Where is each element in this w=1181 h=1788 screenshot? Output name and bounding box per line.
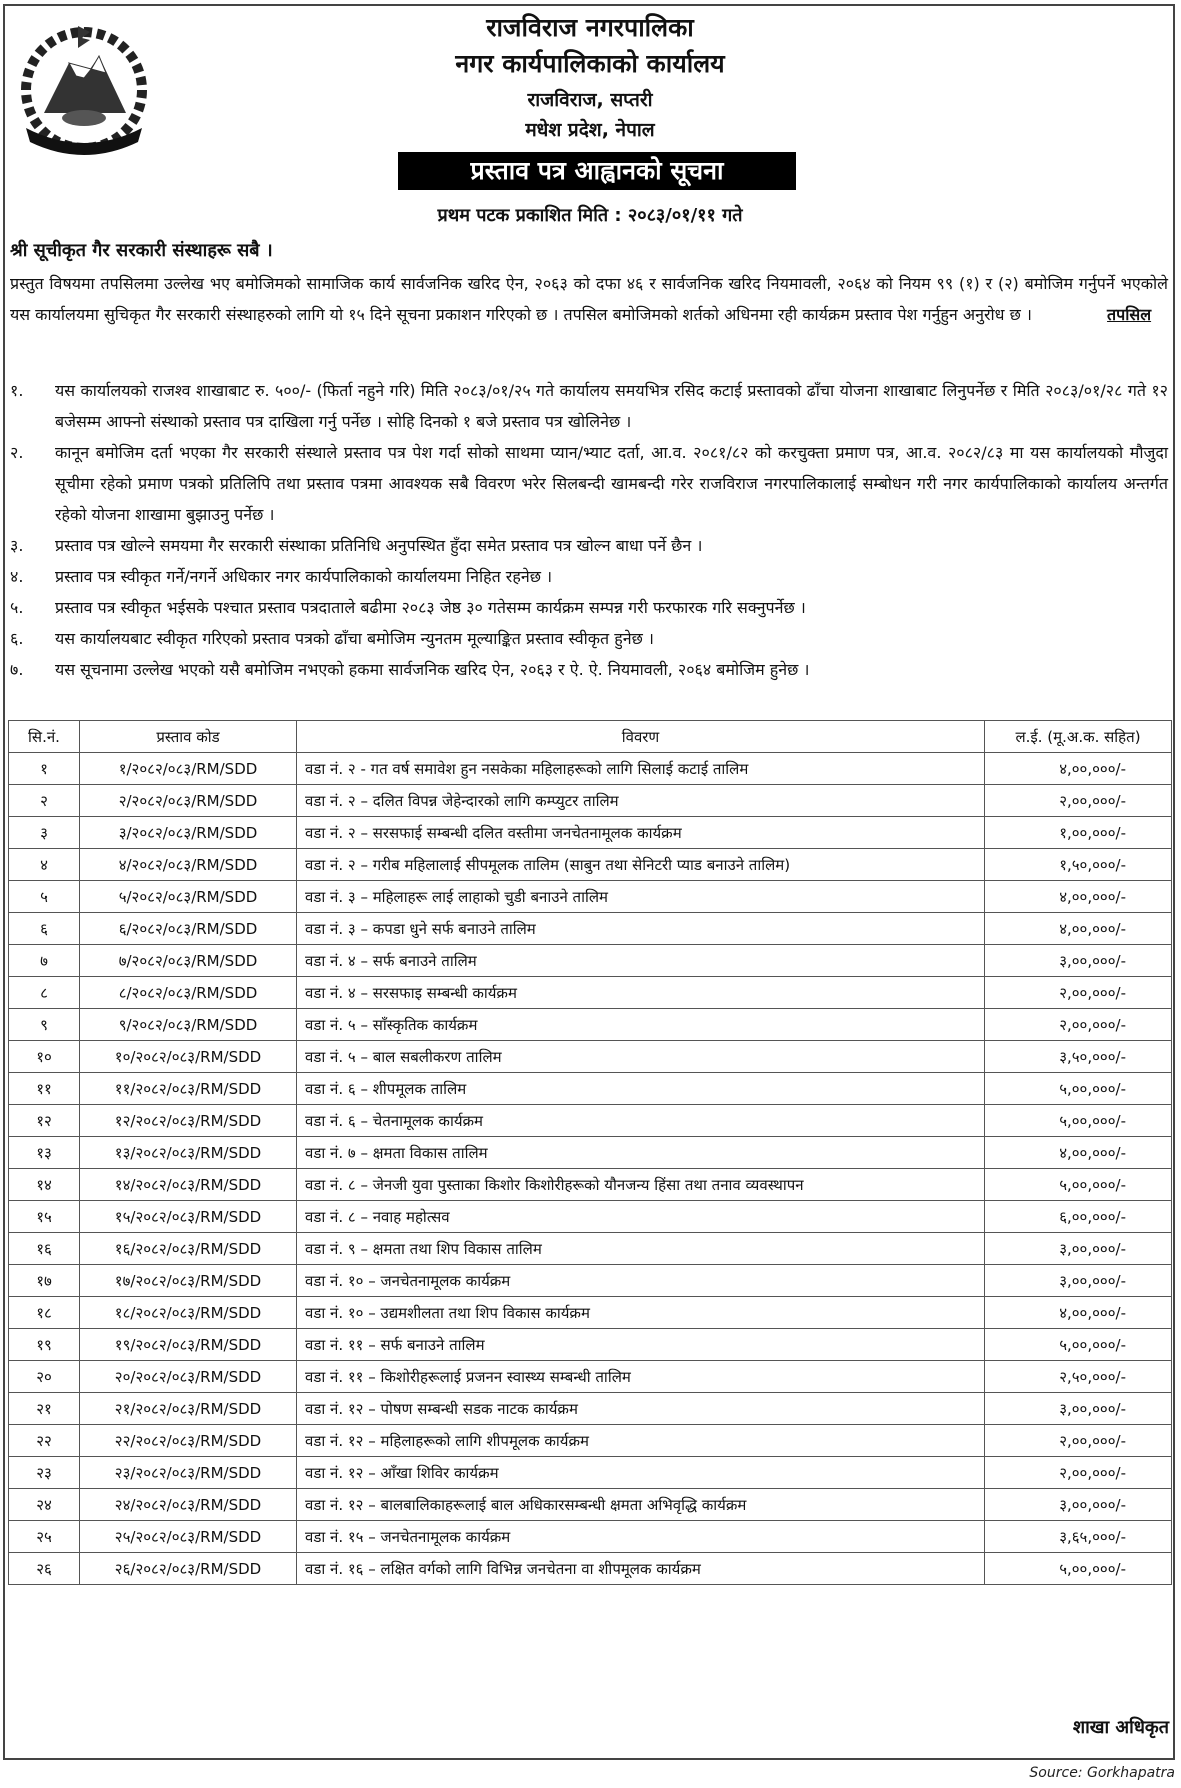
- table-row: [9, 1169, 1172, 1201]
- code-cell: १/२०८२/०८३/RM/SDD: [80, 753, 297, 785]
- serial-cell: १८: [9, 1297, 80, 1329]
- description-cell: वडा नं. २ – सरसफाई सम्बन्धी दलित वस्तीमा जनचेतनामूलक कार्यक्रम: [297, 817, 985, 849]
- code-cell: २६/२०८२/०८३/RM/SDD: [80, 1553, 297, 1585]
- serial-cell: १७: [9, 1265, 80, 1297]
- notice-title: प्रस्ताव पत्र आह्वानको सूचना: [398, 152, 796, 190]
- table-row: [9, 1329, 1172, 1361]
- serial-cell: ११: [9, 1073, 80, 1105]
- description-cell: वडा नं. १२ – बालबालिकाहरूलाई बाल अधिकारसम्बन्धी क्षमता अभिवृद्धि कार्यक्रम: [297, 1489, 985, 1521]
- description-cell: वडा नं. १० – उद्यमशीलता तथा शिप विकास कार्यक्रम: [297, 1297, 985, 1329]
- proposal-table: [8, 720, 1172, 1585]
- code-cell: १४/२०८२/०८३/RM/SDD: [80, 1169, 297, 1201]
- serial-cell: ९: [9, 1009, 80, 1041]
- serial-cell: २: [9, 785, 80, 817]
- code-cell: २४/२०८२/०८३/RM/SDD: [80, 1489, 297, 1521]
- condition-item: [10, 530, 1168, 561]
- code-cell: ६/२०८२/०८३/RM/SDD: [80, 913, 297, 945]
- col-description: विवरण: [297, 721, 985, 753]
- condition-item: [10, 437, 1168, 530]
- nepal-government-emblem-icon: [14, 18, 154, 163]
- description-cell: वडा नं. ५ – बाल सबलीकरण तालिम: [297, 1041, 985, 1073]
- description-cell: वडा नं. ८ – जेनजी युवा पुस्ताका किशोर किशोरीहरूको यौनजन्य हिंसा तथा तनाव व्यवस्थापन: [297, 1169, 985, 1201]
- table-row: [9, 1297, 1172, 1329]
- table-row: [9, 1457, 1172, 1489]
- table-row: [9, 785, 1172, 817]
- condition-text: प्रस्ताव पत्र स्वीकृत गर्ने/नगर्ने अधिकार नगर कार्यपालिकाको कार्यालयमा निहित रहनेछ ।: [55, 567, 553, 586]
- description-cell: वडा नं. ८ – नवाह महोत्सव: [297, 1201, 985, 1233]
- serial-cell: १०: [9, 1041, 80, 1073]
- code-cell: १०/२०८२/०८३/RM/SDD: [80, 1041, 297, 1073]
- description-cell: वडा नं. ३ – महिलाहरू लाई लाहाको चुडी बनाउने तालिम: [297, 881, 985, 913]
- table-row: [9, 1137, 1172, 1169]
- estimate-cell: ३,००,०००/-: [985, 945, 1172, 977]
- intro-text: प्रस्तुत विषयमा तपसिलमा उल्लेख भए बमोजिमको सामाजिक कार्य सार्वजनिक खरिद ऐन, २०६३ को दफा ४६ र सार्वजनिक खरिद नियमावली, २०६४ को नियम ९९ (१) र (२) बमोजिम गर्नुपर्ने भएकोले यस कार्यालयमा सुचिकृत गैर सरकारी संस्थाहरुको लागि यो १५ दिने सूचना प्रकाशन गरिएको छ । तपसिल बमोजिमको शर्तको अधिनमा रही कार्यक्रम प्रस्ताव पेश गर्नुहुन अनुरोध छ ।: [10, 274, 1168, 324]
- condition-item: [10, 623, 1168, 654]
- serial-cell: १: [9, 753, 80, 785]
- estimate-cell: ५,००,०००/-: [985, 1073, 1172, 1105]
- col-estimate: ल.ई. (मू.अ.क. सहित): [985, 721, 1172, 753]
- table-row: [9, 1073, 1172, 1105]
- condition-number: २.: [10, 443, 24, 462]
- code-cell: ४/२०८२/०८३/RM/SDD: [80, 849, 297, 881]
- serial-cell: १४: [9, 1169, 80, 1201]
- signature-label: शाखा अधिकृत: [1072, 1717, 1169, 1738]
- description-cell: वडा नं. ४ – सरसफाइ सम्बन्धी कार्यक्रम: [297, 977, 985, 1009]
- condition-item: [10, 375, 1168, 437]
- table-row: [9, 817, 1172, 849]
- estimate-cell: २,००,०००/-: [985, 1009, 1172, 1041]
- serial-cell: २१: [9, 1393, 80, 1425]
- code-cell: १६/२०८२/०८३/RM/SDD: [80, 1233, 297, 1265]
- table-row: [9, 1521, 1172, 1553]
- estimate-cell: ४,००,०००/-: [985, 1297, 1172, 1329]
- office-location: राजविराज, सप्तरी: [527, 89, 653, 111]
- estimate-cell: ३,६५,०००/-: [985, 1521, 1172, 1553]
- serial-cell: २४: [9, 1489, 80, 1521]
- serial-cell: २५: [9, 1521, 80, 1553]
- source-credit: Source: Gorkhapatra: [1029, 1765, 1175, 1781]
- estimate-cell: ४,००,०००/-: [985, 753, 1172, 785]
- estimate-cell: १,५०,०००/-: [985, 849, 1172, 881]
- description-cell: वडा नं. २ - गत वर्ष समावेश हुन नसकेका महिलाहरूको लागि सिलाई कटाई तालिम: [297, 753, 985, 785]
- table-row: [9, 849, 1172, 881]
- table-row: [9, 1009, 1172, 1041]
- description-cell: वडा नं. ९ – क्षमता तथा शिप विकास तालिम: [297, 1233, 985, 1265]
- table-row: [9, 1105, 1172, 1137]
- condition-text: प्रस्ताव पत्र स्वीकृत भईसके पश्चात प्रस्ताव पत्रदाताले बढीमा २०८३ जेष्ठ ३० गतेसम्म कार्यक्रम सम्पन्न गरी फरफारक गरि सक्नुपर्नेछ ।: [55, 598, 806, 617]
- table-row: [9, 1361, 1172, 1393]
- code-cell: २१/२०८२/०८३/RM/SDD: [80, 1393, 297, 1425]
- condition-item: [10, 592, 1168, 623]
- estimate-cell: २,५०,०००/-: [985, 1361, 1172, 1393]
- description-cell: वडा नं. ६ – चेतनामूलक कार्यक्रम: [297, 1105, 985, 1137]
- serial-cell: १२: [9, 1105, 80, 1137]
- serial-cell: १६: [9, 1233, 80, 1265]
- description-cell: वडा नं. १२ – महिलाहरूको लागि शीपमूलक कार्यक्रम: [297, 1425, 985, 1457]
- description-cell: वडा नं. ११ – सर्फ बनाउने तालिम: [297, 1329, 985, 1361]
- serial-cell: ४: [9, 849, 80, 881]
- serial-cell: २२: [9, 1425, 80, 1457]
- condition-number: १.: [10, 381, 24, 400]
- condition-number: ७.: [10, 660, 24, 679]
- estimate-cell: ५,००,०००/-: [985, 1105, 1172, 1137]
- description-cell: वडा नं. ७ – क्षमता विकास तालिम: [297, 1137, 985, 1169]
- description-cell: वडा नं. ३ – कपडा धुने सर्फ बनाउने तालिम: [297, 913, 985, 945]
- condition-item: [10, 654, 1168, 685]
- serial-cell: २३: [9, 1457, 80, 1489]
- code-cell: १२/२०८२/०८३/RM/SDD: [80, 1105, 297, 1137]
- description-cell: वडा नं. १० – जनचेतनामूलक कार्यक्रम: [297, 1265, 985, 1297]
- published-date: प्रथम पटक प्रकाशित मिति : २०८३/०१/११ गते: [437, 205, 743, 226]
- table-row: [9, 1201, 1172, 1233]
- estimate-cell: ४,००,०००/-: [985, 913, 1172, 945]
- code-cell: १७/२०८२/०८३/RM/SDD: [80, 1265, 297, 1297]
- condition-number: ५.: [10, 598, 24, 617]
- office-name: नगर कार्यपालिकाको कार्यालय: [455, 49, 725, 78]
- conditions-list: [10, 375, 1168, 685]
- code-cell: २०/२०८२/०८३/RM/SDD: [80, 1361, 297, 1393]
- serial-cell: १९: [9, 1329, 80, 1361]
- estimate-cell: २,००,०००/-: [985, 977, 1172, 1009]
- description-cell: वडा नं. ५ – साँस्कृतिक कार्यक्रम: [297, 1009, 985, 1041]
- serial-cell: १३: [9, 1137, 80, 1169]
- estimate-cell: ४,००,०००/-: [985, 881, 1172, 913]
- estimate-cell: ५,००,०००/-: [985, 1169, 1172, 1201]
- description-cell: वडा नं. ४ – सर्फ बनाउने तालिम: [297, 945, 985, 977]
- description-cell: वडा नं. २ – दलित विपन्न जेहेन्दारको लागि कम्प्युटर तालिम: [297, 785, 985, 817]
- table-row: [9, 1265, 1172, 1297]
- salutation: श्री सूचीकृत गैर सरकारी संस्थाहरू सबै ।: [10, 240, 273, 261]
- estimate-cell: ६,००,०००/-: [985, 1201, 1172, 1233]
- serial-cell: ७: [9, 945, 80, 977]
- table-row: [9, 913, 1172, 945]
- estimate-cell: ३,००,०००/-: [985, 1265, 1172, 1297]
- description-cell: वडा नं. १५ – जनचेतनामूलक कार्यक्रम: [297, 1521, 985, 1553]
- serial-cell: ८: [9, 977, 80, 1009]
- table-row: [9, 1041, 1172, 1073]
- col-serial: सि.नं.: [9, 721, 80, 753]
- code-cell: ७/२०८२/०८३/RM/SDD: [80, 945, 297, 977]
- description-cell: वडा नं. १२ – पोषण सम्बन्धी सडक नाटक कार्यक्रम: [297, 1393, 985, 1425]
- col-code: प्रस्ताव कोड: [80, 721, 297, 753]
- table-row: [9, 1425, 1172, 1457]
- code-cell: १३/२०८२/०८३/RM/SDD: [80, 1137, 297, 1169]
- condition-text: यस सूचनामा उल्लेख भएको यसै बमोजिम नभएको हकमा सार्वजनिक खरिद ऐन, २०६३ र ऐ. ऐ. नियमावली, २०६४ बमोजिम हुनेछ ।: [55, 660, 810, 679]
- estimate-cell: ३,००,०००/-: [985, 1233, 1172, 1265]
- serial-cell: ६: [9, 913, 80, 945]
- condition-number: ४.: [10, 567, 24, 586]
- table-row: [9, 945, 1172, 977]
- estimate-cell: ३,००,०००/-: [985, 1393, 1172, 1425]
- condition-text: यस कार्यालयको राजश्व शाखाबाट रु. ५००/- (फिर्ता नहुने गरि) मिति २०८३/०१/२५ गते कार्यालय समयभित्र रसिद कटाई प्रस्तावको ढाँचा योजना शाखाबाट लिनुपर्नेछ र मिति २०८३/०१/२८ गते १२ बजेसम्म आफ्नो संस्थाको प्रस्ताव पत्र दाखिला गर्नु पर्नेछ । सोहि दिनको १ बजे प्रस्ताव पत्र खोलिनेछ ।: [55, 381, 1168, 431]
- code-cell: १९/२०८२/०८३/RM/SDD: [80, 1329, 297, 1361]
- condition-text: प्रस्ताव पत्र खोल्ने समयमा गैर सरकारी संस्थाका प्रतिनिधि अनुपस्थित हुँदा समेत प्रस्ताव पत्र खोल्न बाधा पर्ने छैन ।: [55, 536, 703, 555]
- code-cell: ११/२०८२/०८३/RM/SDD: [80, 1073, 297, 1105]
- estimate-cell: २,००,०००/-: [985, 1457, 1172, 1489]
- serial-cell: ५: [9, 881, 80, 913]
- table-row: [9, 1553, 1172, 1585]
- code-cell: ८/२०८२/०८३/RM/SDD: [80, 977, 297, 1009]
- code-cell: ९/२०८२/०८३/RM/SDD: [80, 1009, 297, 1041]
- estimate-cell: ३,००,०००/-: [985, 1489, 1172, 1521]
- estimate-cell: १,००,०००/-: [985, 817, 1172, 849]
- municipality-name: राजविराज नगरपालिका: [486, 13, 694, 42]
- code-cell: २५/२०८२/०८३/RM/SDD: [80, 1521, 297, 1553]
- condition-number: ३.: [10, 536, 24, 555]
- code-cell: १८/२०८२/०८३/RM/SDD: [80, 1297, 297, 1329]
- table-row: [9, 1393, 1172, 1425]
- code-cell: २/२०८२/०८३/RM/SDD: [80, 785, 297, 817]
- serial-cell: २६: [9, 1553, 80, 1585]
- office-province: मधेश प्रदेश, नेपाल: [525, 119, 655, 141]
- table-row: [9, 977, 1172, 1009]
- condition-item: [10, 561, 1168, 592]
- condition-number: ६.: [10, 629, 24, 648]
- estimate-cell: ५,००,०००/-: [985, 1329, 1172, 1361]
- code-cell: १५/२०८२/०८३/RM/SDD: [80, 1201, 297, 1233]
- condition-text: कानून बमोजिम दर्ता भएका गैर सरकारी संस्थाले प्रस्ताव पत्र पेश गर्दा सोको साथमा प्यान/भ्याट दर्ता, आ.व. २०८१/८२ को करचुक्ता प्रमाण पत्र, आ.व. २०८२/८३ मा यस कार्यालयको मौजुदा सूचीमा रहेको प्रमाण पत्रको प्रतिलिपि तथा प्रस्ताव पत्रमा आवश्यक सबै विवरण भरेर सिलबन्दी खामबन्दी गरेर राजविराज नगरपालिकालाई सम्बोधन गरी नगर कार्यपालिकाको कार्यालय अन्तर्गत रहेको योजना शाखामा बुझाउनु पर्नेछ ।: [55, 443, 1168, 524]
- estimate-cell: ४,००,०००/-: [985, 1137, 1172, 1169]
- serial-cell: ३: [9, 817, 80, 849]
- estimate-cell: २,००,०००/-: [985, 1425, 1172, 1457]
- code-cell: २२/२०८२/०८३/RM/SDD: [80, 1425, 297, 1457]
- estimate-cell: २,००,०००/-: [985, 785, 1172, 817]
- condition-text: यस कार्यालयबाट स्वीकृत गरिएको प्रस्ताव पत्रको ढाँचा बमोजिम न्युनतम मूल्याङ्कित प्रस्ताव स्वीकृत हुनेछ ।: [55, 629, 654, 648]
- code-cell: २३/२०८२/०८३/RM/SDD: [80, 1457, 297, 1489]
- code-cell: ५/२०८२/०८३/RM/SDD: [80, 881, 297, 913]
- table-row: [9, 881, 1172, 913]
- table-header-row: [9, 721, 1172, 753]
- serial-cell: २०: [9, 1361, 80, 1393]
- intro-paragraph: [10, 268, 1168, 330]
- table-row: [9, 1233, 1172, 1265]
- tapsil-heading: तपसिल: [1107, 305, 1152, 324]
- description-cell: वडा नं. १६ – लक्षित वर्गको लागि विभिन्न जनचेतना वा शीपमूलक कार्यक्रम: [297, 1553, 985, 1585]
- code-cell: ३/२०८२/०८३/RM/SDD: [80, 817, 297, 849]
- serial-cell: १५: [9, 1201, 80, 1233]
- estimate-cell: ५,००,०००/-: [985, 1553, 1172, 1585]
- estimate-cell: ३,५०,०००/-: [985, 1041, 1172, 1073]
- table-row: [9, 1489, 1172, 1521]
- description-cell: वडा नं. २ – गरीब महिलालाई सीपमूलक तालिम (साबुन तथा सेनिटरी प्याड बनाउने तालिम): [297, 849, 985, 881]
- table-row: [9, 753, 1172, 785]
- description-cell: वडा नं. ६ – शीपमूलक तालिम: [297, 1073, 985, 1105]
- description-cell: वडा नं. १२ – आँखा शिविर कार्यक्रम: [297, 1457, 985, 1489]
- description-cell: वडा नं. ११ – किशोरीहरूलाई प्रजनन स्वास्थ्य सम्बन्धी तालिम: [297, 1361, 985, 1393]
